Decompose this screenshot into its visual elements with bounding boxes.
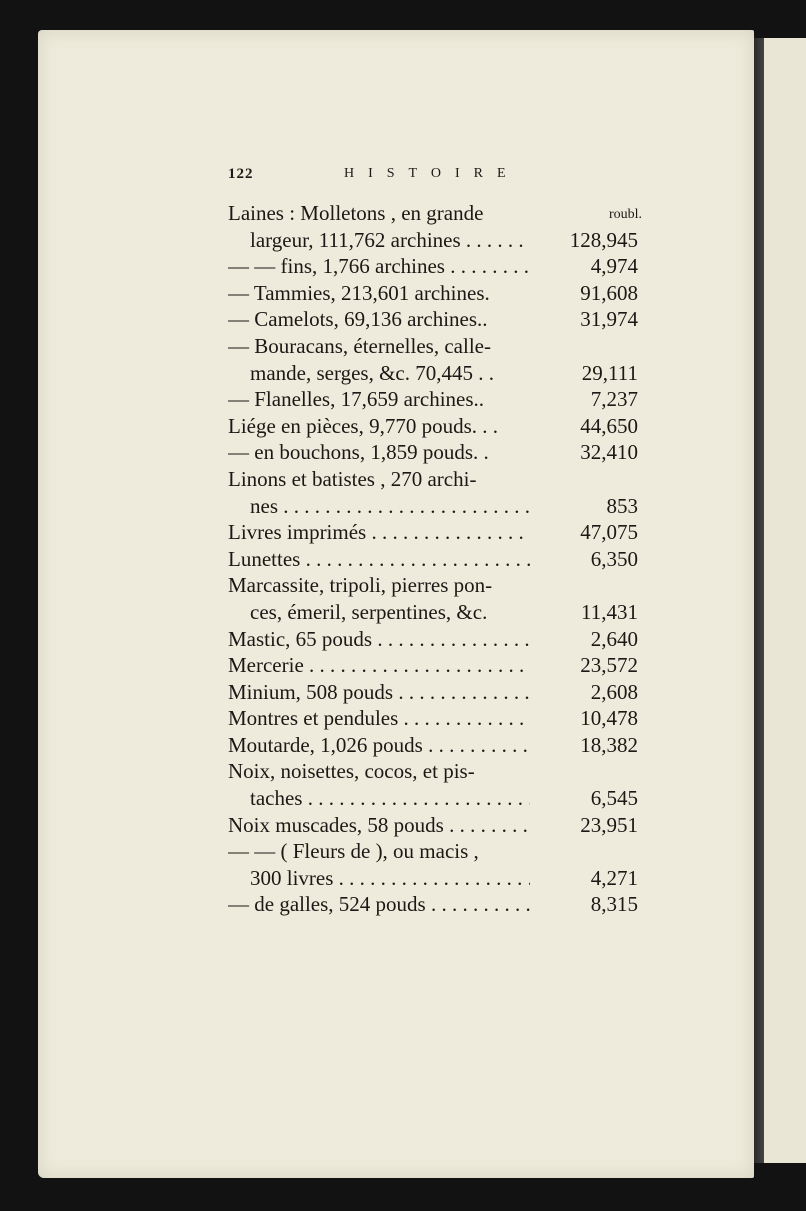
entry-text: Moutarde, 1,026 pouds . . .	[228, 732, 530, 759]
entry-text: ces, émeril, serpentines, &c.	[250, 599, 488, 624]
list-item	[228, 652, 648, 679]
list-item	[228, 838, 648, 865]
entry-text: — — ( Fleurs de ), ou macis ,	[228, 839, 479, 864]
entry-text: — Flanelles, 17,659 archines..	[228, 387, 485, 412]
list-item	[228, 360, 648, 387]
entry-value: 23,951	[580, 812, 638, 837]
list-item	[228, 679, 648, 706]
entry-value: 128,945	[569, 227, 638, 252]
entry-text: Liége en pièces, 9,770 pouds. . .	[228, 413, 499, 438]
entry-value: 23,572	[580, 653, 638, 678]
entry-text: — de galles, 524 pouds . . .	[228, 891, 530, 918]
list-item	[228, 386, 648, 413]
entry-value: 2,608	[590, 679, 638, 704]
entry-text: Noix muscades, 58 pouds . . .	[228, 812, 530, 839]
entry-text: Mercerie . . .	[228, 652, 530, 679]
list-item	[228, 785, 648, 812]
price-list	[228, 200, 648, 918]
list-item	[228, 891, 648, 918]
entry-text: Minium, 508 pouds . . .	[228, 679, 530, 706]
entry-value: 10,478	[580, 706, 638, 731]
entry-value: 6,350	[590, 546, 638, 571]
entry-text: Marcassite, tripoli, pierres pon-	[228, 573, 493, 598]
entry-text: — Tammies, 213,601 archines.	[228, 280, 490, 305]
list-item	[228, 466, 648, 493]
entry-value: 91,608	[580, 280, 638, 305]
list-item	[228, 519, 648, 546]
entry-value: 44,650	[580, 413, 638, 438]
list-item	[228, 865, 648, 892]
entry-text: Lunettes . . .	[228, 546, 530, 573]
list-item	[228, 758, 648, 785]
entry-text: nes . . .	[250, 493, 530, 520]
entry-value: 6,545	[590, 786, 638, 811]
entry-value: 31,974	[580, 307, 638, 332]
entry-value: 47,075	[580, 520, 638, 545]
list-item	[228, 413, 648, 440]
list-item	[228, 439, 648, 466]
list-item	[228, 253, 648, 280]
facing-page-edge	[764, 38, 806, 1163]
entry-text: Mastic, 65 pouds . . .	[228, 626, 530, 653]
list-item	[228, 200, 648, 227]
entry-value: 7,237	[590, 387, 638, 412]
entry-value: 29,111	[581, 360, 638, 385]
list-item	[228, 626, 648, 653]
entry-text: mande, serges, &c. 70,445 . .	[250, 360, 494, 385]
list-item	[228, 306, 648, 333]
entry-value: 4,974	[590, 254, 638, 279]
list-item	[228, 599, 648, 626]
entry-text: — Camelots, 69,136 archines..	[228, 307, 488, 332]
entry-value: 18,382	[580, 732, 638, 757]
list-item	[228, 493, 648, 520]
entry-text: 300 livres . . .	[250, 865, 530, 892]
entry-text: taches . . .	[250, 785, 530, 812]
entry-value: 853	[606, 493, 638, 518]
entry-text: — en bouchons, 1,859 pouds. .	[228, 440, 489, 465]
entry-text: Linons et batistes , 270 archi-	[228, 466, 477, 491]
entry-text: Laines : Molletons , en grande	[228, 201, 484, 225]
entry-text: — — fins, 1,766 archines . . .	[228, 253, 530, 280]
unit-label: roubl.	[608, 207, 642, 222]
list-item	[228, 227, 648, 254]
entry-text: Livres imprimés . . .	[228, 519, 530, 546]
list-item	[228, 812, 648, 839]
entry-text: largeur, 111,762 archines . . .	[250, 227, 530, 254]
list-item	[228, 546, 648, 573]
entry-text: Montres et pendules . . .	[228, 705, 530, 732]
list-item	[228, 280, 648, 307]
list-item	[228, 572, 648, 599]
page-header	[228, 166, 538, 190]
entry-text: — Bouracans, éternelles, calle-	[228, 333, 491, 358]
page-number: 122	[228, 166, 254, 182]
entry-value: 32,410	[580, 440, 638, 465]
entry-value: 8,315	[590, 892, 638, 917]
entry-value: 11,431	[581, 599, 638, 624]
entry-value: 2,640	[590, 626, 638, 651]
list-item	[228, 705, 648, 732]
list-item	[228, 732, 648, 759]
entry-text: Noix, noisettes, cocos, et pis-	[228, 759, 475, 784]
entry-value: 4,271	[590, 865, 638, 890]
page-gutter-shadow	[754, 38, 764, 1163]
running-title: HISTOIRE	[344, 166, 520, 181]
list-item	[228, 333, 648, 360]
